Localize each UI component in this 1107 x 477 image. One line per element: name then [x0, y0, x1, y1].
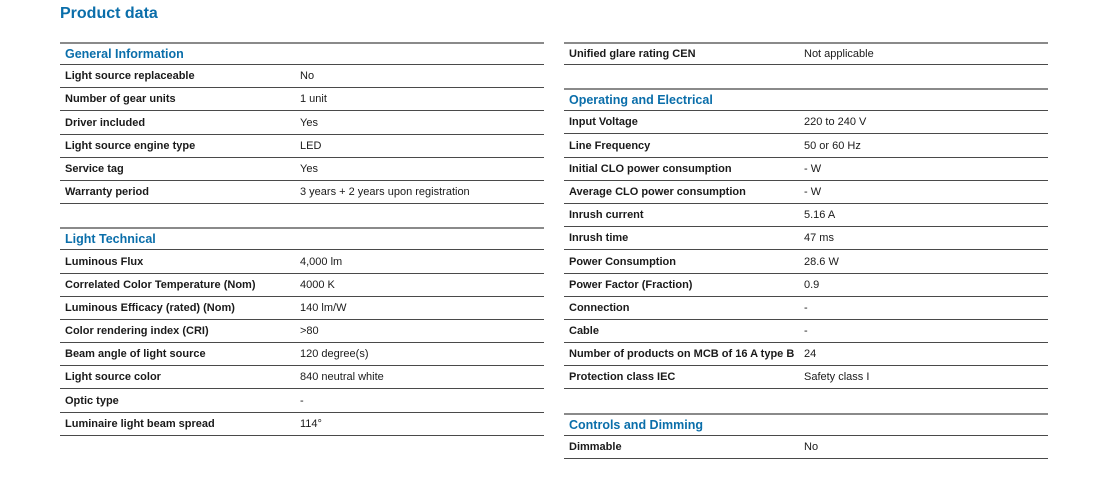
spec-row-connection	[564, 298, 1048, 320]
spec-row-protection-class-iec	[564, 367, 1048, 389]
spec-row-light-source-replaceable	[60, 66, 544, 88]
spec-value: - W	[804, 162, 822, 175]
spec-value: -	[300, 394, 304, 407]
left-spec-table	[60, 42, 544, 436]
spec-row-color-rendering-index-cri	[60, 321, 544, 343]
spec-row-power-consumption	[564, 252, 1048, 274]
spec-value: 114°	[300, 417, 322, 430]
spec-label: Driver included	[65, 116, 146, 129]
spec-row-luminous-efficacy-rated-nom	[60, 298, 544, 320]
spec-label: Beam angle of light source	[65, 348, 206, 361]
spec-value: 50 or 60 Hz	[804, 139, 861, 152]
page-title: Product data	[60, 5, 158, 22]
spec-row-average-clo-power-consumption	[564, 182, 1048, 204]
spec-row-inrush-time	[564, 228, 1048, 250]
spec-label: Dimmable	[569, 440, 622, 453]
spec-label: Protection class IEC	[569, 371, 676, 384]
spec-value: 4,000 lm	[300, 255, 343, 268]
spec-value: 140 lm/W	[300, 301, 347, 314]
spec-value: >80	[300, 325, 319, 338]
spec-row-luminous-flux	[60, 252, 544, 274]
spec-row-number-of-gear-units	[60, 89, 544, 111]
spec-label: Connection	[569, 301, 630, 314]
spec-value: - W	[804, 185, 822, 198]
spec-row-beam-angle-of-light-source	[60, 344, 544, 366]
spec-row-inrush-current	[564, 205, 1048, 227]
section-heading-controls-and-dimming: Controls and Dimming	[564, 413, 1048, 436]
spec-value: 0.9	[804, 278, 820, 291]
spec-label: Inrush time	[569, 232, 629, 245]
spec-row-dimmable	[564, 437, 1048, 459]
spec-row-number-of-products-on-mcb-of-16-a-type-b	[564, 344, 1048, 366]
section-heading-light-technical: Light Technical	[60, 227, 544, 250]
spacer	[564, 390, 1048, 412]
spec-label: Luminous Flux	[65, 255, 144, 268]
spec-label: Number of products on MCB of 16 A type B	[569, 348, 795, 361]
spacer	[60, 205, 544, 227]
spec-row-driver-included	[60, 113, 544, 135]
spec-row-input-voltage	[564, 112, 1048, 134]
spec-row-correlated-color-temperature-nom	[60, 275, 544, 297]
spec-value: 220 to 240 V	[804, 116, 867, 129]
spec-value: Yes	[300, 116, 318, 129]
spec-value: 1 unit	[300, 93, 327, 106]
spec-value: 24	[804, 348, 817, 361]
spec-label: Light source replaceable	[65, 70, 195, 83]
spec-label: Power Factor (Fraction)	[569, 278, 693, 291]
spec-label: Unified glare rating CEN	[569, 47, 696, 60]
spec-value: No	[300, 70, 315, 83]
spec-row-initial-clo-power-consumption	[564, 159, 1048, 181]
spec-label: Power Consumption	[569, 255, 676, 268]
spec-value: Yes	[300, 162, 318, 175]
spec-label: Cable	[569, 325, 599, 338]
spec-value: LED	[300, 139, 322, 152]
spec-value: -	[804, 325, 808, 338]
spec-row-light-source-color	[60, 367, 544, 389]
spacer	[564, 66, 1048, 88]
spec-row-unified-glare-rating-cen	[564, 42, 1048, 65]
spec-label: Average CLO power consumption	[569, 185, 746, 198]
spec-value: No	[804, 440, 819, 453]
spec-row-warranty-period	[60, 182, 544, 204]
spec-value: Not applicable	[804, 47, 874, 60]
spec-label: Light source color	[65, 371, 161, 384]
spec-row-luminaire-light-beam-spread	[60, 414, 544, 436]
spec-value: 28.6 W	[804, 255, 839, 268]
section-heading-general-information: General Information	[60, 42, 544, 65]
spec-label: Service tag	[65, 162, 124, 175]
spec-row-service-tag	[60, 159, 544, 181]
section-heading-operating-and-electrical: Operating and Electrical	[564, 88, 1048, 111]
spec-row-optic-type	[60, 391, 544, 413]
spec-value: 840 neutral white	[300, 371, 384, 384]
spec-value: Safety class I	[804, 371, 870, 384]
spec-row-line-frequency	[564, 136, 1048, 158]
spec-label: Color rendering index (CRI)	[65, 325, 209, 338]
spec-label: Luminaire light beam spread	[65, 417, 215, 430]
spec-label: Warranty period	[65, 186, 149, 199]
spec-row-power-factor-fraction	[564, 275, 1048, 297]
spec-value: 47 ms	[804, 232, 834, 245]
spec-label: Input Voltage	[569, 116, 638, 129]
spec-label: Correlated Color Temperature (Nom)	[65, 278, 256, 291]
spec-row-cable	[564, 321, 1048, 343]
right-spec-table	[564, 42, 1048, 459]
spec-label: Inrush current	[569, 209, 644, 222]
spec-label: Luminous Efficacy (rated) (Nom)	[65, 301, 235, 314]
spec-label: Number of gear units	[65, 93, 176, 106]
spec-row-light-source-engine-type	[60, 136, 544, 158]
spec-value: 3 years + 2 years upon registration	[300, 186, 470, 199]
spec-value: -	[804, 301, 808, 314]
spec-label: Light source engine type	[65, 139, 196, 152]
spec-label: Optic type	[65, 394, 119, 407]
spec-label: Initial CLO power consumption	[569, 162, 732, 175]
spec-value: 120 degree(s)	[300, 348, 369, 361]
spec-value: 4000 K	[300, 278, 335, 291]
spec-label: Line Frequency	[569, 139, 651, 152]
spec-value: 5.16 A	[804, 209, 836, 222]
